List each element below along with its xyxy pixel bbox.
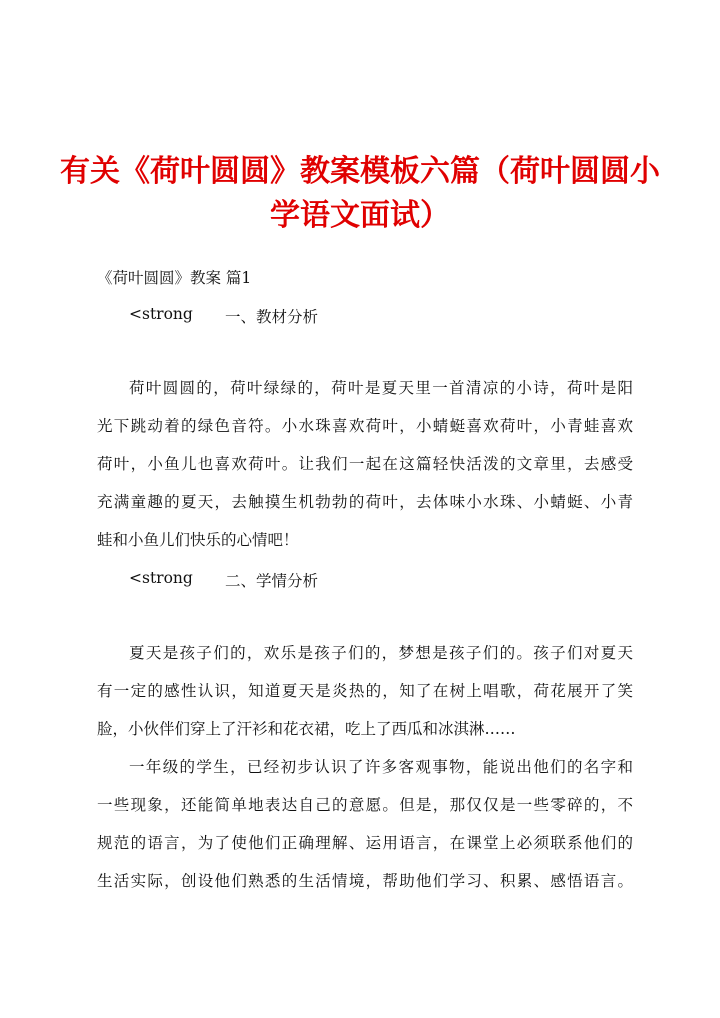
para1-line-2: 光下跳动着的绿色音符。小水珠喜欢荷叶，小蜻蜓喜欢荷叶，小青蛙喜欢: [97, 417, 633, 435]
subheading-2-text: 二、学情分析: [225, 572, 319, 590]
document-title-line-1: 有关《荷叶圆圆》教案模板六篇（荷叶圆圆小: [60, 154, 660, 189]
para3-line-3: 规范的语言，为了使他们正确理解、运用语言，在课堂上必须联系他们的: [97, 834, 633, 852]
para2-line-2: 有一定的感性认识，知道夏天是炎热的，知了在树上唱歌，荷花展开了笑: [97, 682, 633, 700]
subheading-2-tag: <strong: [129, 569, 193, 587]
section-heading: 《荷叶圆圆》教案 篇1: [97, 269, 252, 287]
para1-line-4: 充满童趣的夏天，去触摸生机勃勃的荷叶，去体味小水珠、小蜻蜓、小青: [97, 493, 633, 511]
para1-line-1: 荷叶圆圆的，荷叶绿绿的，荷叶是夏天里一首清凉的小诗，荷叶是阳: [129, 379, 633, 397]
para1-line-3: 荷叶，小鱼儿也喜欢荷叶。让我们一起在这篇轻快活泼的文章里，去感受: [97, 455, 633, 473]
para3-line-1: 一年级的学生，已经初步认识了许多客观事物，能说出他们的名字和: [129, 758, 633, 776]
para2-line-1: 夏天是孩子们的，欢乐是孩子们的，梦想是孩子们的。孩子们对夏天: [129, 644, 633, 662]
document-title-line-2: 学语文面试）: [270, 198, 450, 233]
para1-line-5: 蛙和小鱼儿们快乐的心情吧！: [97, 531, 299, 549]
para2-line-3: 脸，小伙伴们穿上了汗衫和花衣裙，吃上了西瓜和冰淇淋……: [97, 720, 516, 738]
subheading-1-text: 一、教材分析: [225, 308, 319, 326]
para3-line-4: 生活实际，创设他们熟悉的生活情境，帮助他们学习、积累、感悟语言。: [97, 872, 633, 890]
subheading-1-tag: <strong: [129, 305, 193, 323]
para3-line-2: 一些现象，还能简单地表达自己的意愿。但是，那仅仅是一些零碎的，不: [97, 796, 633, 814]
